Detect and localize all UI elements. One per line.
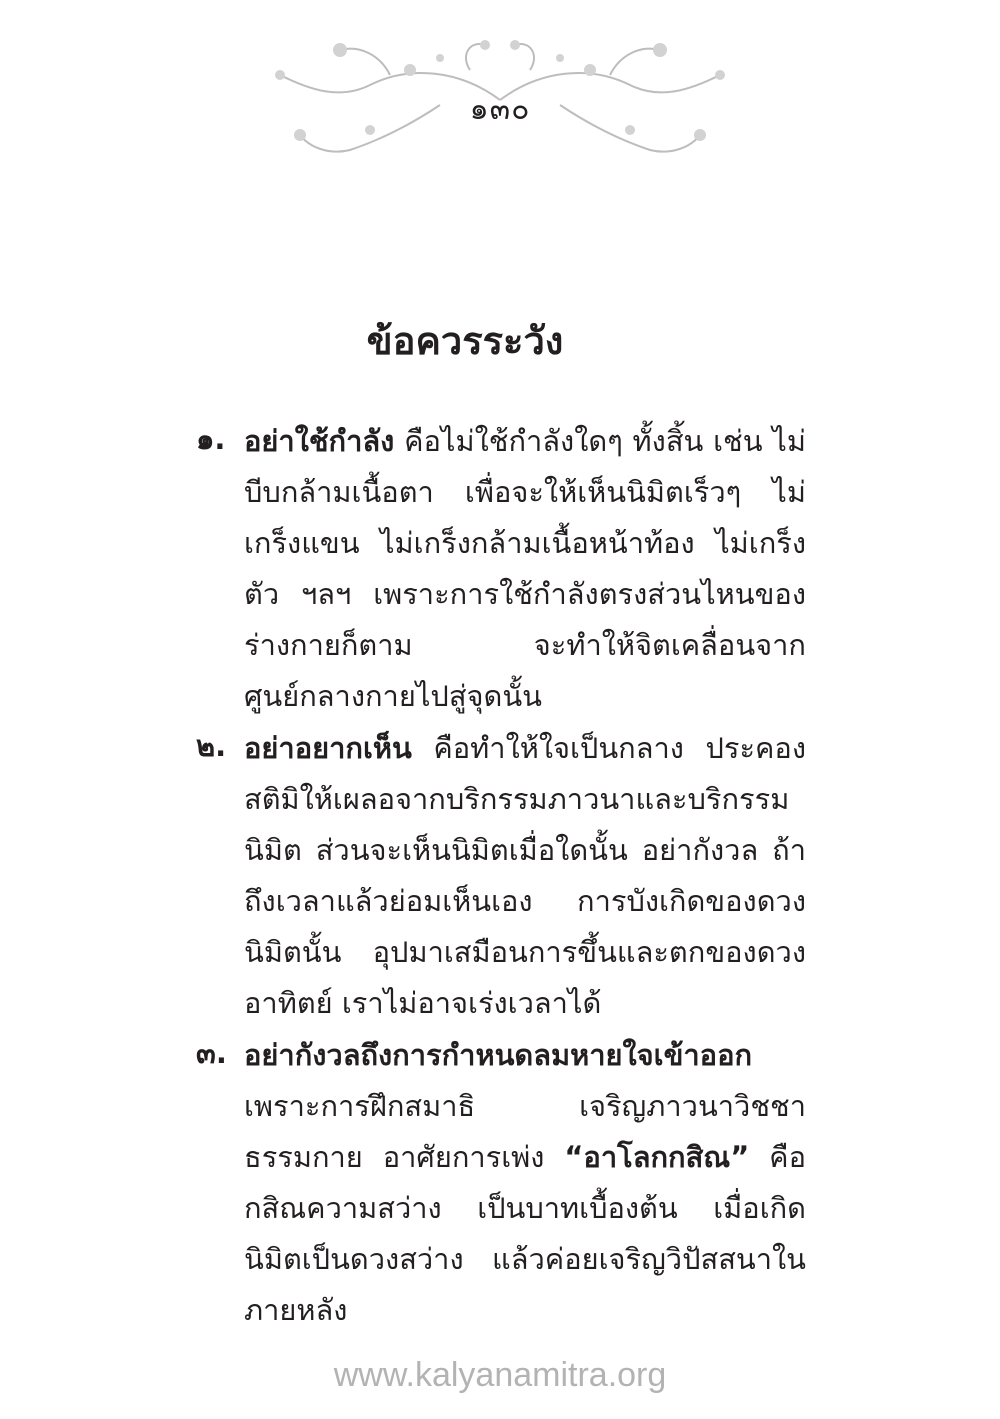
item-text bbox=[244, 1030, 806, 1336]
item-heading: อย่าใช้กำลัง bbox=[244, 424, 395, 458]
item-number: ๓. bbox=[196, 1036, 227, 1070]
page-title: ข้อควรระวัง bbox=[366, 319, 564, 363]
page-number: ๑๓๐ bbox=[469, 92, 531, 127]
item-emphasis: “อาโลกกสิณ” bbox=[564, 1140, 750, 1174]
item-number: ๑. bbox=[196, 422, 226, 456]
item-heading: อย่าอยากเห็น bbox=[244, 731, 412, 765]
footer-website: www.kalyanamitra.org bbox=[333, 1356, 667, 1394]
list-item bbox=[196, 723, 806, 1029]
item-text bbox=[244, 723, 806, 1029]
list-item bbox=[196, 416, 806, 722]
item-body: คือไม่ใช้กำลังใดๆ ทั้งสิ้น เช่น ไม่บีบกล้ามเนื้อตา เพื่อจะให้เห็นนิมิตเร็วๆ ไม่เกร็งแขน ไม่เกร็งกล้ามเนื้อหน้าท้อง ไม่เกร็งตัว ฯลฯ เพราะการใช้กำลังตรงส่วนไหนของร่างกายก็ตาม จะทำให้จิตเคลื่อนจากศูนย์กลางกายไปสู่จุดนั้น bbox=[244, 424, 806, 713]
item-heading: อย่ากังวลถึงการกำหนดลมหายใจเข้าออก bbox=[244, 1038, 753, 1072]
list-item bbox=[196, 1030, 806, 1336]
item-text bbox=[244, 416, 806, 722]
item-body-before: เพราะการฝึกสมาธิ เจริญภาวนาวิชชาธรรมกาย อาศัยการเพ่ง bbox=[244, 1089, 806, 1174]
item-number: ๒. bbox=[196, 729, 227, 763]
item-body-after: คือกสิณความสว่าง เป็นบาทเบื้องต้น เมื่อเกิดนิมิตเป็นดวงสว่าง แล้วค่อยเจริญวิปัสสนาในภายหลัง bbox=[244, 1140, 806, 1327]
item-body: คือทำให้ใจเป็นกลาง ประคองสติมิให้เผลอจากบริกรรมภาวนาและบริกรรมนิมิต ส่วนจะเห็นนิมิตเมื่อใดนั้น อย่ากังวล ถ้าถึงเวลาแล้วย่อมเห็นเอง การบังเกิดของดวงนิมิตนั้น อุปมาเสมือนการขึ้นและตกของดวงอาทิตย์ เราไม่อาจเร่งเวลาได้ bbox=[244, 731, 806, 1020]
